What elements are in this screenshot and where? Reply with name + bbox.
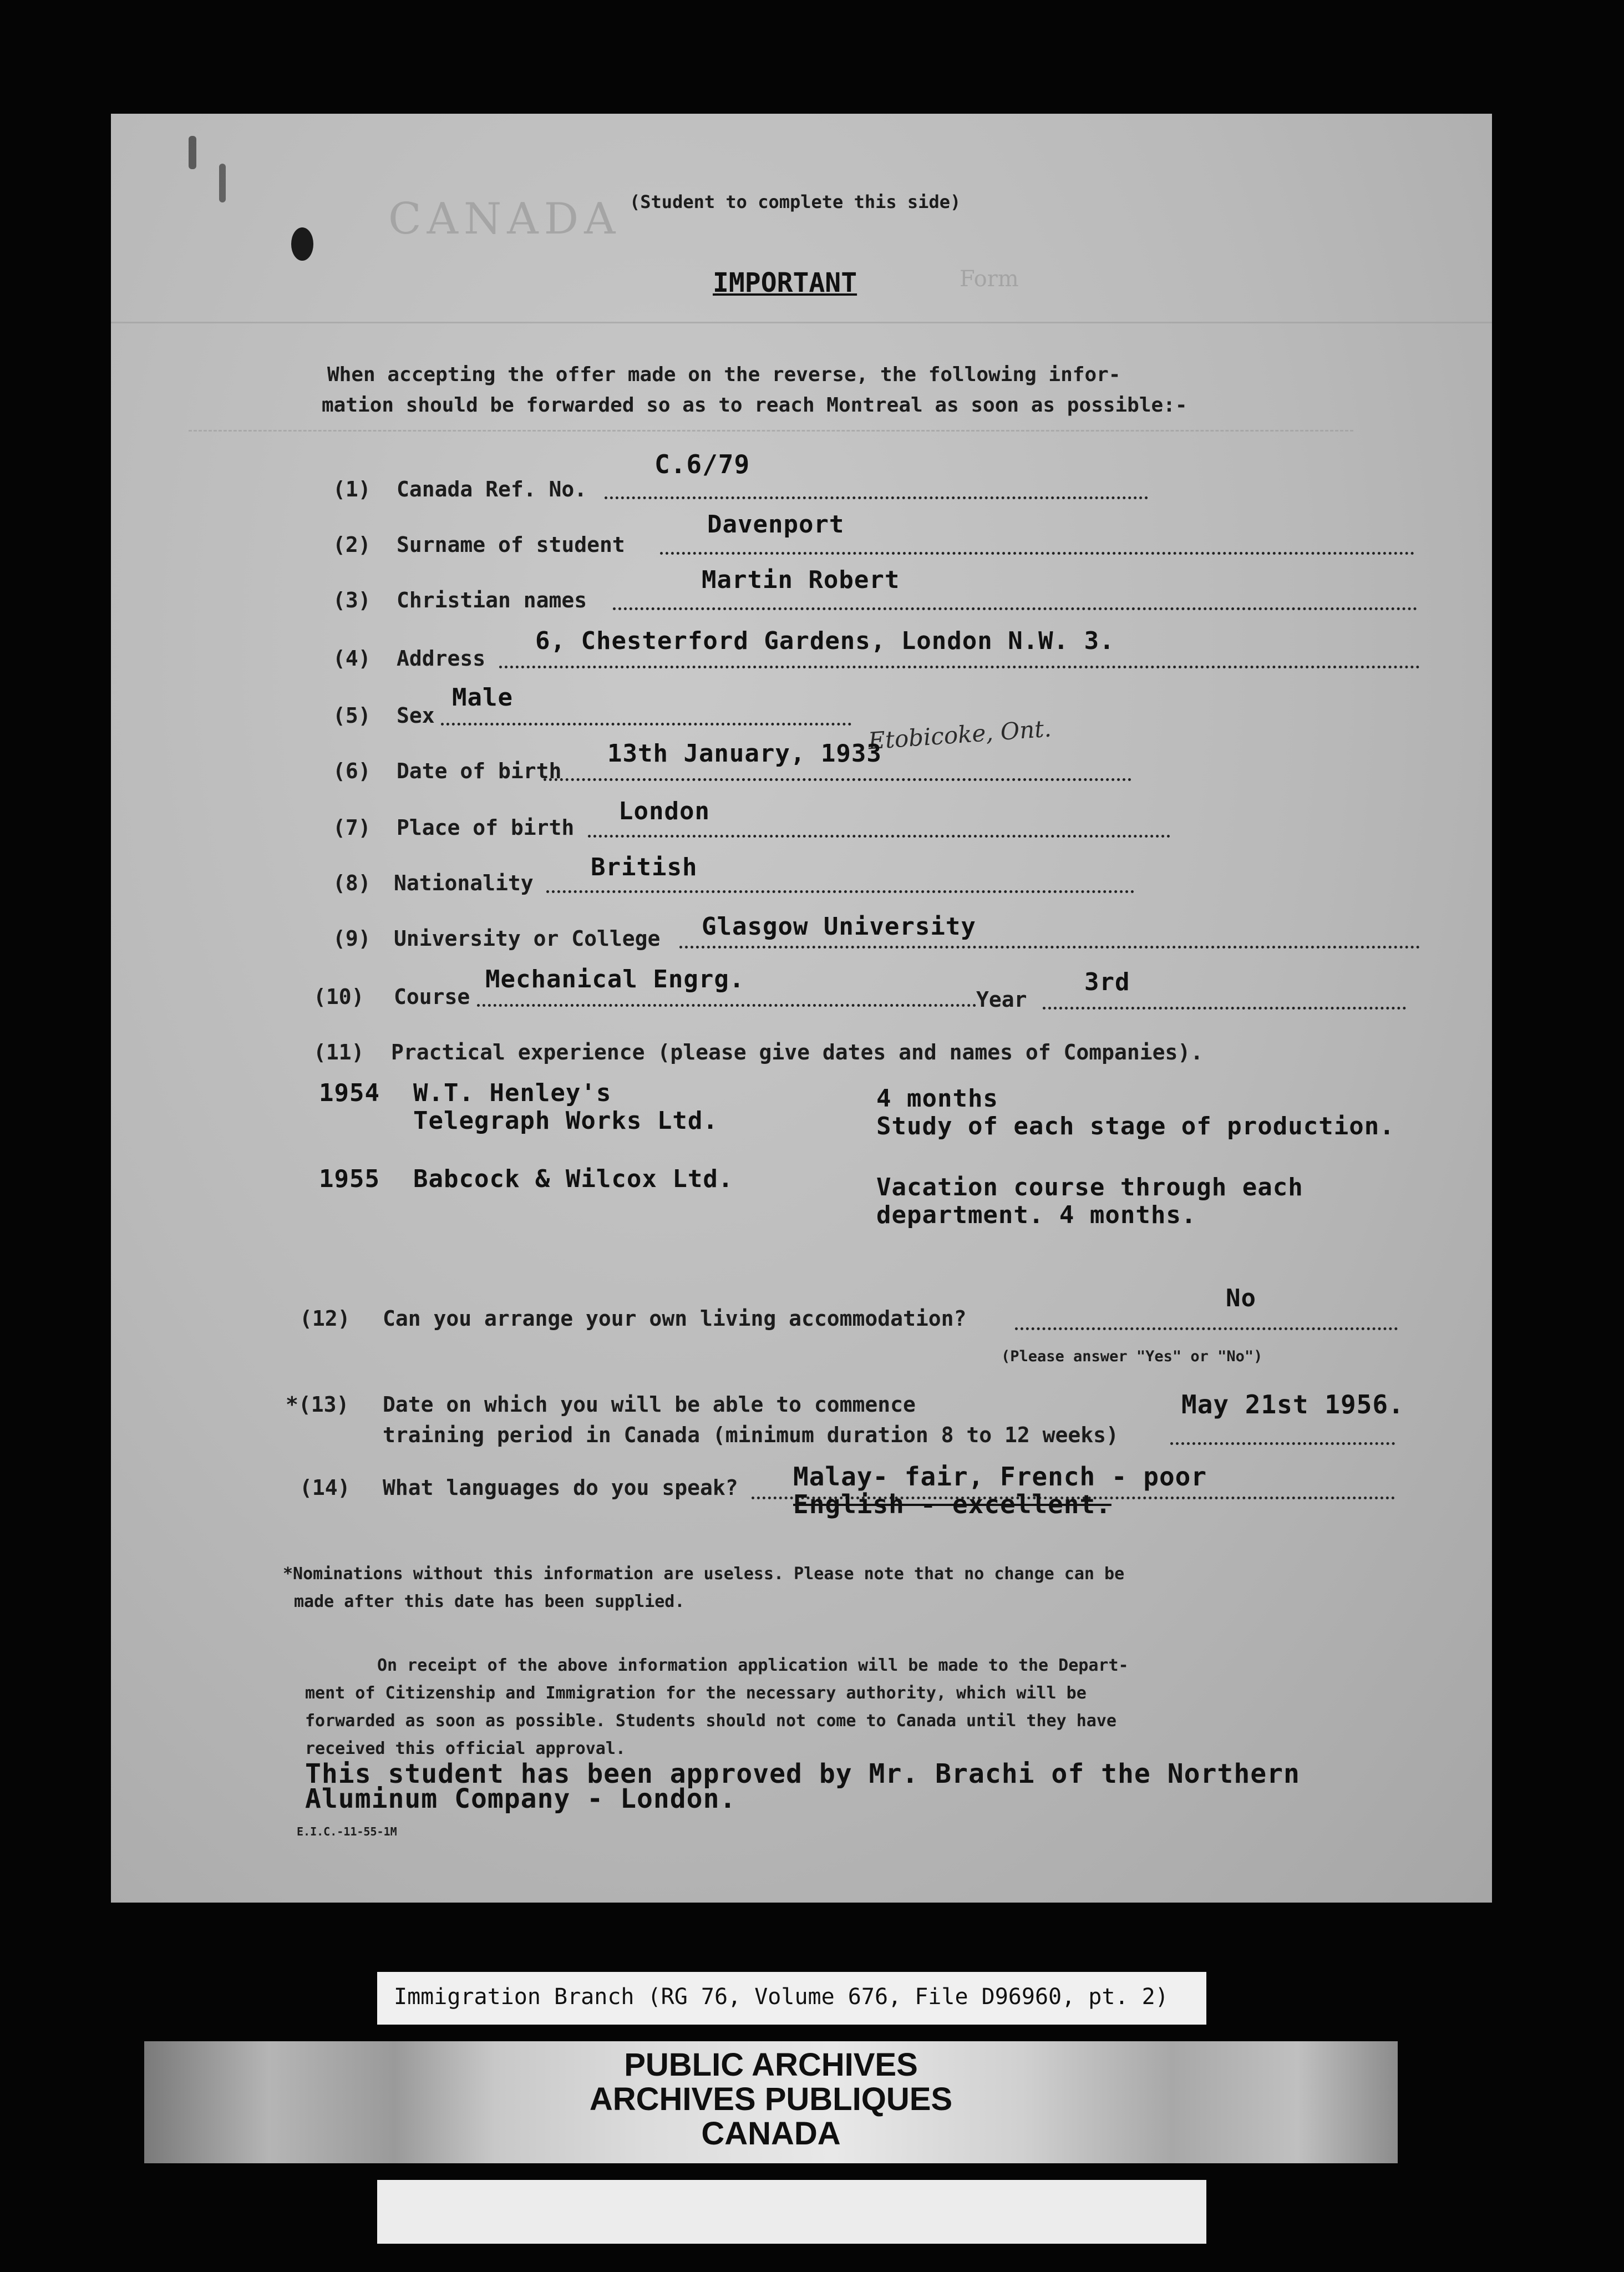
accommodation-value: No (1226, 1284, 1256, 1312)
ghost-canada-text: CANADA (388, 194, 621, 244)
field-number: (11) (313, 1040, 364, 1064)
year-value: 3rd (1084, 968, 1130, 996)
field-line (441, 723, 851, 726)
surname-value: Davenport (707, 510, 845, 539)
field-label-nationality: Nationality (394, 871, 534, 895)
nationality-value: British (591, 853, 698, 881)
field-label-commence-date: training period in Canada (minimum duration 8 to 12 weeks) (383, 1423, 1119, 1447)
field-number: (4) (333, 646, 371, 671)
field-label-university: University or College (394, 926, 661, 951)
date-of-birth-value: 13th January, 1933 (607, 739, 882, 768)
field-label-accommodation: Can you arrange your own living accommodation? (383, 1306, 967, 1331)
field-line (1015, 1327, 1398, 1330)
experience-detail: Study of each stage of production. (876, 1112, 1395, 1140)
archive-citation: Immigration Branch (RG 76, Volume 676, File D96960, pt. 2) (394, 1984, 1169, 2010)
form-sheet (111, 114, 1492, 1903)
field-line (544, 778, 1131, 781)
field-label-experience: Practical experience (please give dates and names of Companies). (391, 1040, 1204, 1064)
receipt-text: forwarded as soon as possible. Students should not come to Canada until they have (305, 1711, 1116, 1731)
field-label-date-of-birth: Date of birth (397, 759, 562, 783)
field-number: *(13) (286, 1392, 349, 1417)
field-number: (2) (333, 532, 371, 557)
university-value: Glasgow University (702, 912, 976, 941)
handwritten-note: Etobicoke, Ont. (867, 714, 1052, 755)
ghost-rule (189, 430, 1353, 432)
field-label-ref-no: Canada Ref. No. (397, 477, 587, 501)
field-label-address: Address (397, 646, 486, 671)
citation-strip (377, 1972, 1206, 2025)
field-line (588, 835, 1170, 838)
christian-names-value: Martin Robert (702, 566, 900, 594)
instruction-text: (Student to complete this side) (630, 191, 961, 212)
field-number: (12) (300, 1306, 351, 1331)
field-line (660, 552, 1414, 555)
archive-stamp-line-3: CANADA (701, 2116, 841, 2152)
field-number: (1) (333, 477, 371, 501)
field-line (477, 1004, 976, 1007)
experience-company: Babcock & Wilcox Ltd. (413, 1165, 734, 1193)
languages-value: Malay- fair, French - poor (793, 1462, 1207, 1492)
languages-value: English - excellent. (793, 1489, 1112, 1519)
form-code: E.I.C.-11-55-1M (297, 1825, 397, 1838)
field-line (546, 890, 1134, 893)
archive-tape (144, 2041, 1398, 2163)
field-line (499, 666, 1420, 668)
approval-text: This student has been approved by Mr. Brachi of the Northern (305, 1758, 1300, 1789)
receipt-text: On receipt of the above information application will be made to the Depart- (377, 1656, 1129, 1675)
page-title: IMPORTANT (713, 267, 857, 298)
intro-line-1: When accepting the offer made on the reverse, the following infor- (327, 363, 1121, 386)
pencil-mark (189, 136, 196, 169)
ink-blot (291, 227, 313, 261)
field-number: (9) (333, 926, 371, 951)
ref-no-value: C.6/79 (654, 449, 750, 479)
receipt-text: ment of Citizenship and Immigration for the necessary authority, which will be (305, 1683, 1087, 1703)
field-line (613, 607, 1417, 610)
field-number: (6) (333, 759, 371, 783)
field-number: (8) (333, 871, 371, 895)
field-number: (3) (333, 588, 371, 612)
experience-year: 1954 (319, 1079, 380, 1107)
commence-date-value: May 21st 1956. (1181, 1389, 1404, 1419)
address-value: 6, Chesterford Gardens, London N.W. 3. (535, 627, 1115, 655)
field-label-surname: Surname of student (397, 532, 625, 557)
footnote-text: *Nominations without this information are useless. Please note that no change can be (283, 1564, 1125, 1584)
archive-stamp-line-1: PUBLIC ARCHIVES (624, 2047, 918, 2083)
field-label-course: Course (394, 985, 470, 1009)
experience-detail: 4 months (876, 1084, 998, 1113)
experience-detail: department. 4 months. (876, 1201, 1197, 1229)
field-number: (5) (333, 703, 371, 728)
course-value: Mechanical Engrg. (485, 965, 745, 993)
place-of-birth-value: London (618, 797, 710, 825)
experience-year: 1955 (319, 1165, 380, 1193)
footnote-text: made after this date has been supplied. (294, 1592, 685, 1611)
ghost-form-text: Form (960, 266, 1019, 292)
archive-stamp-line-2: ARCHIVES PUBLIQUES (589, 2081, 953, 2117)
experience-detail: Vacation course through each (876, 1173, 1303, 1201)
answer-hint: (Please answer "Yes" or "No") (1001, 1348, 1263, 1365)
field-label-year: Year (976, 987, 1027, 1012)
field-label-commence-date: Date on which you will be able to commence (383, 1392, 916, 1417)
receipt-text: received this official approval. (305, 1739, 626, 1758)
field-label-christian-names: Christian names (397, 588, 587, 612)
field-number: (14) (300, 1475, 351, 1500)
field-label-languages: What languages do you speak? (383, 1475, 738, 1500)
experience-company: W.T. Henley's (413, 1079, 612, 1107)
approval-text: Aluminum Company - London. (305, 1783, 737, 1814)
intro-line-2: mation should be forwarded so as to reach Montreal as soon as possible:- (322, 394, 1187, 417)
ghost-rule (111, 322, 1492, 323)
field-line (1170, 1442, 1395, 1445)
blank-strip (377, 2180, 1206, 2244)
field-line (605, 496, 1148, 499)
field-number: (10) (313, 985, 364, 1009)
field-label-place-of-birth: Place of birth (397, 815, 575, 840)
field-label-sex: Sex (397, 703, 435, 728)
sex-value: Male (452, 683, 513, 712)
field-line (679, 946, 1420, 949)
experience-company: Telegraph Works Ltd. (413, 1107, 718, 1135)
pencil-mark (219, 164, 226, 202)
field-line (1043, 1007, 1406, 1010)
field-number: (7) (333, 815, 371, 840)
